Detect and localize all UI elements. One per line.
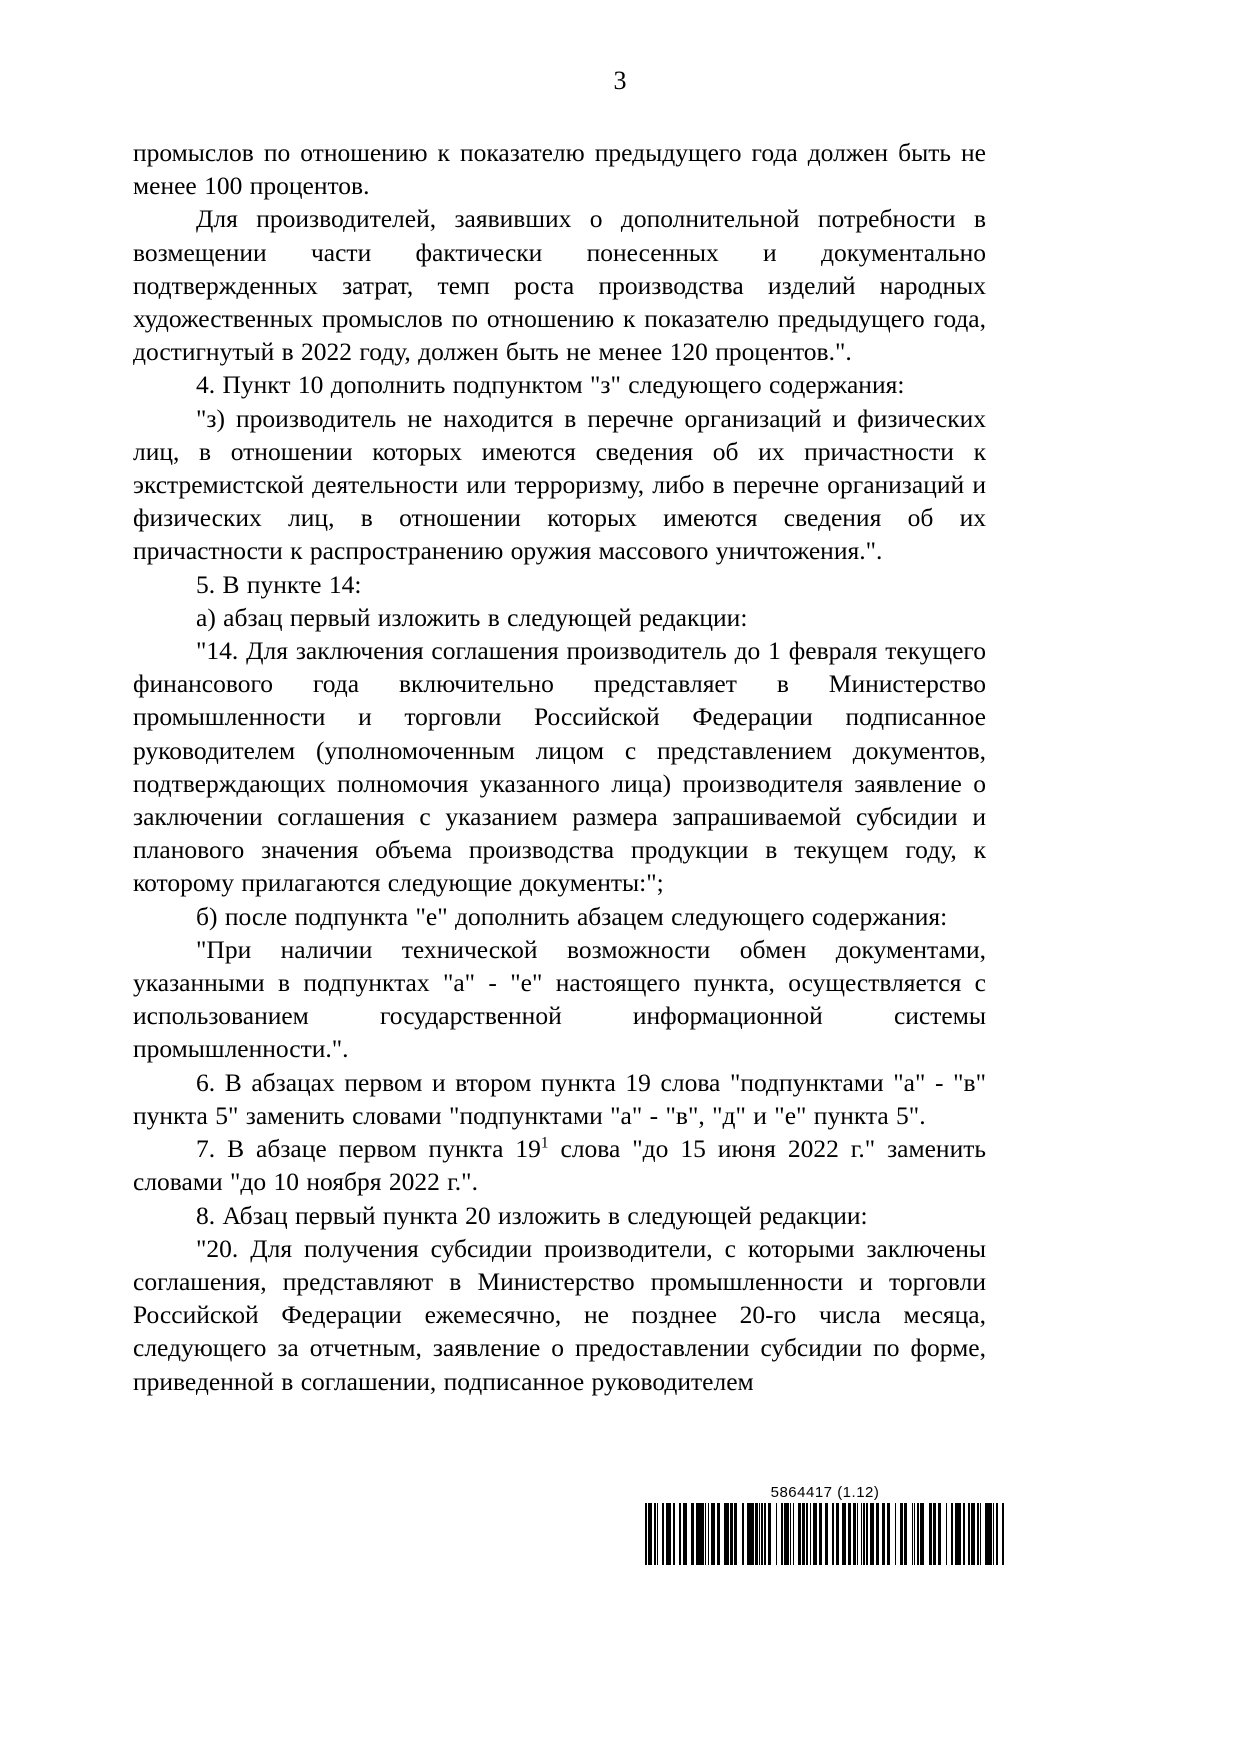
paragraph-item-4: 4. Пункт 10 дополнить подпунктом "з" следующего содержания: (196, 370, 905, 400)
superscript-index: 1 (540, 1134, 549, 1152)
paragraph: "При наличии технической возможности обмен документами, указанными в подпунктах "а" - "е" настоящего пункта, осуществляется с использованием государственной информационной системы промышленности.". (133, 934, 986, 1064)
paragraph-continuation: промыслов по отношению к показателю предыдущего года должен быть не менее 100 процентов. (133, 138, 986, 201)
footer (645, 1484, 1005, 1565)
paragraph-item-7 (133, 1132, 986, 1198)
paragraph-subitem-b: б) после подпункта "е" дополнить абзацем следующего содержания: (196, 901, 948, 931)
paragraph: "20. Для получения субсидии производители, с которыми заключены соглашения, представляют в Министерство промышленности и торговли Российской Федерации ежемесячно, не позднее 20-го числа месяца, следующего за отчетным, заявление о предоставлении субсидии по форме, приведенной в соглашении, подписанное руководителем (133, 1233, 986, 1396)
paragraph-text-after-superscript: слова "до 15 июня 2022 г." заменить словами "до 10 ноября 2022 г.". (133, 1134, 986, 1197)
page-number: 3 (613, 66, 627, 95)
paragraph: "з) производитель не находится в перечне организаций и физических лиц, в отношении которых имеются сведения об их причастности к экстремистской деятельности или терроризму, либо в перечне организаций и физических лиц, в отношении которых имеются сведения об их причастности к распространению оружия массового уничтожения.". (133, 403, 986, 566)
paragraph: Для производителей, заявивших о дополнительной потребности в возмещении части фактически понесенных и документально подтвержденных затрат, темп роста производства изделий народных художественных промыслов по отношению к показателю предыдущего года, достигнутый в 2022 году, должен быть не менее 120 процентов.". (133, 204, 986, 367)
paragraph-item-6: 6. В абзацах первом и втором пункта 19 слова "подпунктами "а" - "в" пункта 5" заменить словами "подпунктами "а" - "в", "д" и "е" пункта 5". (133, 1067, 986, 1130)
barcode-label: 5864417 (1.12) (770, 1484, 880, 1501)
paragraph-item-5: 5. В пункте 14: (196, 569, 362, 599)
paragraph-text-before-superscript: 7. В абзаце первом пункта 19 (196, 1134, 541, 1164)
document-body (133, 136, 986, 1398)
paragraph-item-8: 8. Абзац первый пункта 20 изложить в следующей редакции: (196, 1200, 868, 1230)
paragraph-subitem-a: а) абзац первый изложить в следующей редакции: (196, 602, 748, 632)
barcode-image (645, 1503, 1005, 1565)
paragraph: "14. Для заключения соглашения производитель до 1 февраля текущего финансового года включительно представляет в Министерство промышленности и торговли Российской Федерации подписанное руководителем (уполномоченным лицом с представлением документов, подтверждающих полномочия указанного лица) производителя заявление о заключении соглашения с указанием размера запрашиваемой субсидии и планового значения объема производства продукции в текущем году, к которому прилагаются следующие документы:"; (133, 636, 986, 898)
